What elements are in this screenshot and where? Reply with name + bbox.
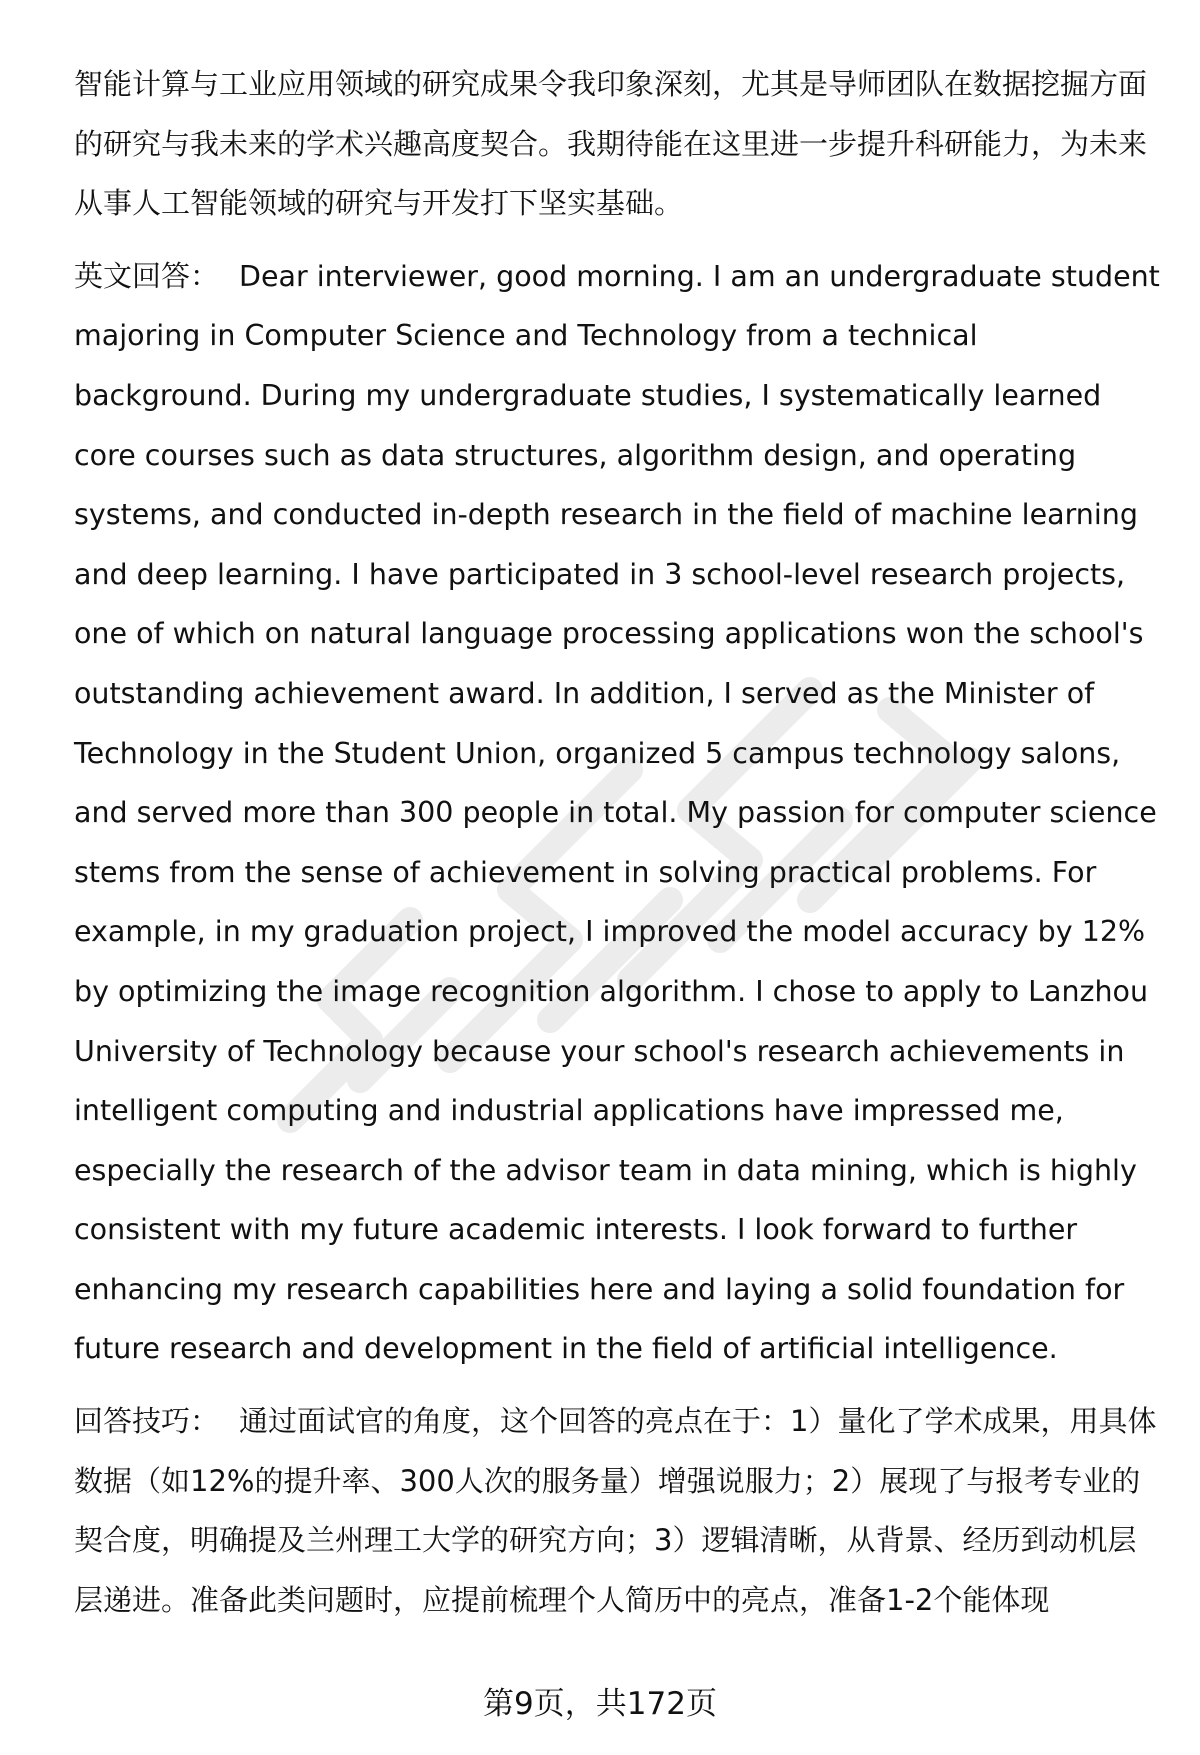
page-indicator: 第9页，共172页 — [483, 1686, 717, 1722]
tips-label: 回答技巧： — [74, 1404, 220, 1439]
english-answer-label: 英文回答： — [74, 258, 220, 293]
tips-text: 通过面试官的角度，这个回答的亮点在于：1）量化了学术成果，用具体数据（如12%的提升率、300人次的服务量）增强说服力；2）展现了与报考专业的契合度，明确提及兰州理工大学的研究方向；3）逻辑清晰，从背景、经历到动机层层递进。准备此类问题时，应提前梳理个人简历中的亮点，准备1-2个能体现 — [74, 1404, 1157, 1617]
english-answer-paragraph — [74, 247, 1160, 1379]
continuation-paragraph: 智能计算与工业应用领域的研究成果令我印象深刻，尤其是导师团队在数据挖掘方面的研究与我未来的学术兴趣高度契合。我期待能在这里进一步提升科研能力，为未来从事人工智能领域的研究与开发打下坚实基础。 — [74, 67, 1148, 221]
tips-paragraph — [74, 1392, 1160, 1630]
document-page — [74, 55, 1160, 1630]
english-answer-text: Dear interviewer, good morning. I am an undergraduate student majoring in Computer Science and Technology from a technical background. During my undergraduate studies, I systematically learned core courses such as data structures, algorithm design, and operating systems, and conducted in-depth research in the field of machine learning and deep learning. I have participated in 3 school-level research projects, one of which on natural language processing applications won the school's outstanding achievement award. In addition, I served as the Minister of Technology in the Student Union, organized 5 campus technology salons, and served more than 300 people in total. My passion for computer science stems from the sense of achievement in solving practical problems. For example, in my graduation project, I improved the model accuracy by 12% by optimizing the image recognition algorithm. I chose to apply to Lanzhou University of Technology because your school's research achievements in intelligent computing and industrial applications have impressed me, especially the research of the advisor team in data mining, which is highly consistent with my future academic interests. I look forward to further enhancing my research capabilities here and laying a solid foundation for future research and development in the field of artificial intelligence. — [74, 259, 1160, 1366]
